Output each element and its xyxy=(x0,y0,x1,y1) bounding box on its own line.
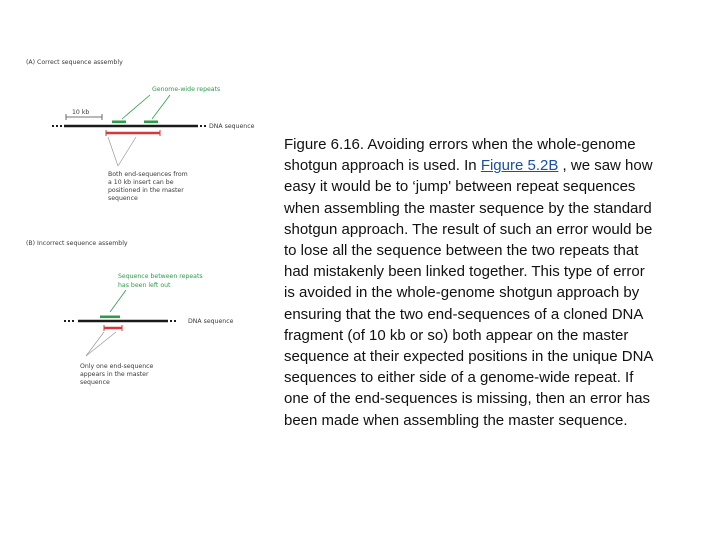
dna-label-b: DNA sequence xyxy=(188,318,234,325)
repeat-pointer-right xyxy=(152,95,170,119)
caption-line: is avoided in the whole-genome shotgun approach by xyxy=(284,284,640,302)
caption-line: been made when assembling the master sequence. xyxy=(284,411,628,429)
dna-label-a: DNA sequence xyxy=(209,123,255,130)
caption-line: ensuring that the two end-sequences of a cloned DNA xyxy=(284,305,644,323)
note-pointer xyxy=(118,137,136,166)
caption-line: when assembling the master sequence by the standard xyxy=(284,199,652,217)
note-b-line: sequence xyxy=(80,379,110,386)
repeats-label: Genome-wide repeats xyxy=(152,86,221,93)
caption-line: shotgun approach is used. In Figure 5.2B , we saw how xyxy=(284,157,653,175)
repeat-pointer-left xyxy=(122,95,150,119)
left-out-label: Sequence between repeats xyxy=(118,273,203,280)
genome-wide-repeat xyxy=(112,121,126,124)
caption-line: sequence at their expected positions in the unique DNA xyxy=(284,348,654,366)
scale-bar-label: 10 kb xyxy=(72,109,90,116)
genome-wide-repeat xyxy=(144,121,158,124)
caption-line: shotgun approach. The result of such an error would be xyxy=(284,220,653,238)
panel-b-title: (B) Incorrect sequence assembly xyxy=(26,240,128,247)
note-b-line: appears in the master xyxy=(80,371,149,378)
figure-5-2b-link[interactable]: Figure 5.2B xyxy=(480,157,559,175)
note-a-line: Both end-sequences from xyxy=(108,171,188,178)
caption-line: had mistakenly been linked together. This type of error xyxy=(284,263,645,281)
note-b-line: Only one end-sequence xyxy=(80,363,154,370)
caption-line: easy it would be to ‘jump' between repeat sequences xyxy=(284,178,636,196)
panel-a-title: (A) Correct sequence assembly xyxy=(26,59,123,66)
merged-repeat xyxy=(100,316,120,319)
note-a-line: a 10 kb insert can be xyxy=(108,179,174,186)
note-a-line: sequence xyxy=(108,195,138,202)
caption-line: to lose all the sequence between the two repeats that xyxy=(284,242,639,260)
left-out-label: has been left out xyxy=(118,282,171,289)
figure-diagram xyxy=(0,0,280,400)
left-out-pointer xyxy=(110,290,126,312)
note-pointer xyxy=(108,137,118,166)
caption-line: sequences to either side of a genome-wide repeat. If xyxy=(284,369,634,387)
caption-line: Figure 6.16. Avoiding errors when the whole-genome xyxy=(284,136,636,153)
caption-line: one of the end-sequences is missing, then an error has xyxy=(284,390,651,408)
caption-line: fragment (of 10 kb or so) both appear on the master xyxy=(284,326,629,344)
note-a-line: positioned in the master xyxy=(108,187,184,194)
figure-caption xyxy=(284,134,694,431)
